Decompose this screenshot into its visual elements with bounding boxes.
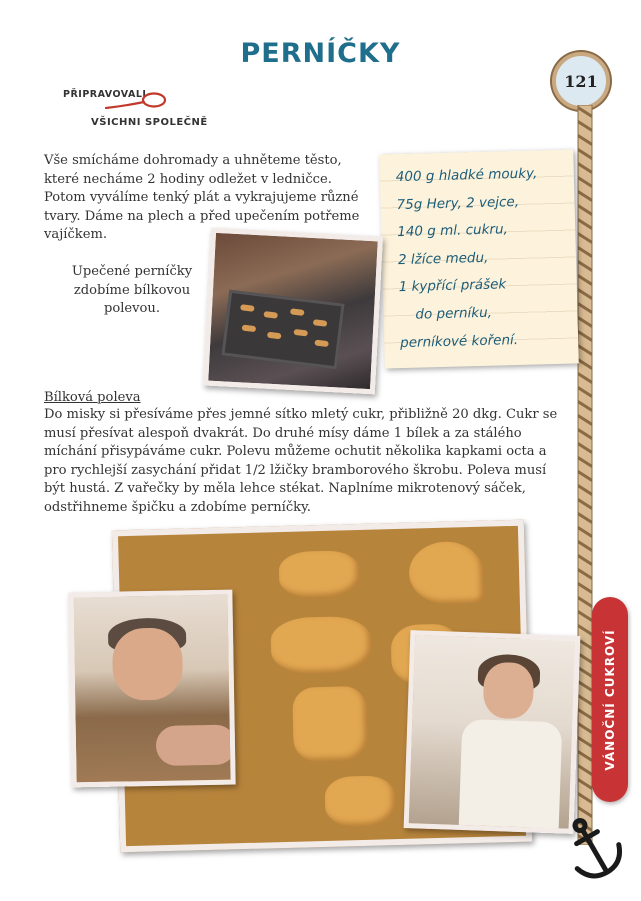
ingredient-line: perníkové koření. bbox=[399, 331, 519, 351]
ingredient-line: 140 g ml. cukru, bbox=[397, 221, 509, 241]
photo-man-cutting bbox=[68, 590, 235, 788]
anchor-icon bbox=[557, 812, 629, 884]
ingredient-line: do perníku, bbox=[415, 304, 493, 323]
page-title: PERNÍČKY bbox=[240, 38, 401, 69]
ingredient-line: 2 lžíce medu, bbox=[397, 249, 489, 268]
section-tab bbox=[592, 597, 628, 802]
ingredient-line: 1 kypřící prášek bbox=[398, 276, 507, 296]
ingredient-line: 400 g hladké mouky, bbox=[395, 165, 538, 186]
glaze-heading: Bílková poleva bbox=[44, 390, 141, 405]
glaze-paragraph: Do misky si přesíváme přes jemné sítko mletý cukr, přibližně 20 dkg. Cukr se musí přesívat alespoň dvakrát. Do druhé mísy dáme 1 bílek a za stálého míchání přisypáváme cukr. Polevu můžeme ochutit několika kapkami octa a pro rychlejší zasychání přidat 1/2 lžičky bramborového škrobu. Poleva musí být hustá. Z vařečky by měla lehce stékat. Naplníme mikrotenový sáček, odstřihneme špičku a zdobíme perníčky. bbox=[44, 407, 558, 515]
photo-woman-decorating bbox=[404, 630, 581, 834]
spoon-icon bbox=[104, 92, 168, 114]
intro-paragraph: Vše smícháme dohromady a uhněteme těsto, které necháme 2 hodiny odležet v ledničce. Potom vyválíme tenký plát a vykrajujeme různé tvary. Dáme na plech a před upečením potřeme vajíčkem. bbox=[44, 153, 360, 243]
ingredients-note bbox=[379, 149, 579, 368]
credit-line-1: PŘIPRAVOVALI bbox=[63, 89, 147, 100]
decor-note: Upečené perníčky zdobíme bílkovou polevou. bbox=[71, 264, 193, 317]
ingredient-line: 75g Hery, 2 vejce, bbox=[396, 193, 520, 213]
photo-baking-tray bbox=[203, 228, 383, 395]
credit-line-2: VŠICHNI SPOLEČNĚ bbox=[91, 117, 208, 128]
page-number: 121 bbox=[564, 71, 598, 91]
section-tab-label: VÁNOČNÍ CUKROVÍ bbox=[603, 628, 617, 771]
page-number-badge bbox=[552, 52, 610, 110]
